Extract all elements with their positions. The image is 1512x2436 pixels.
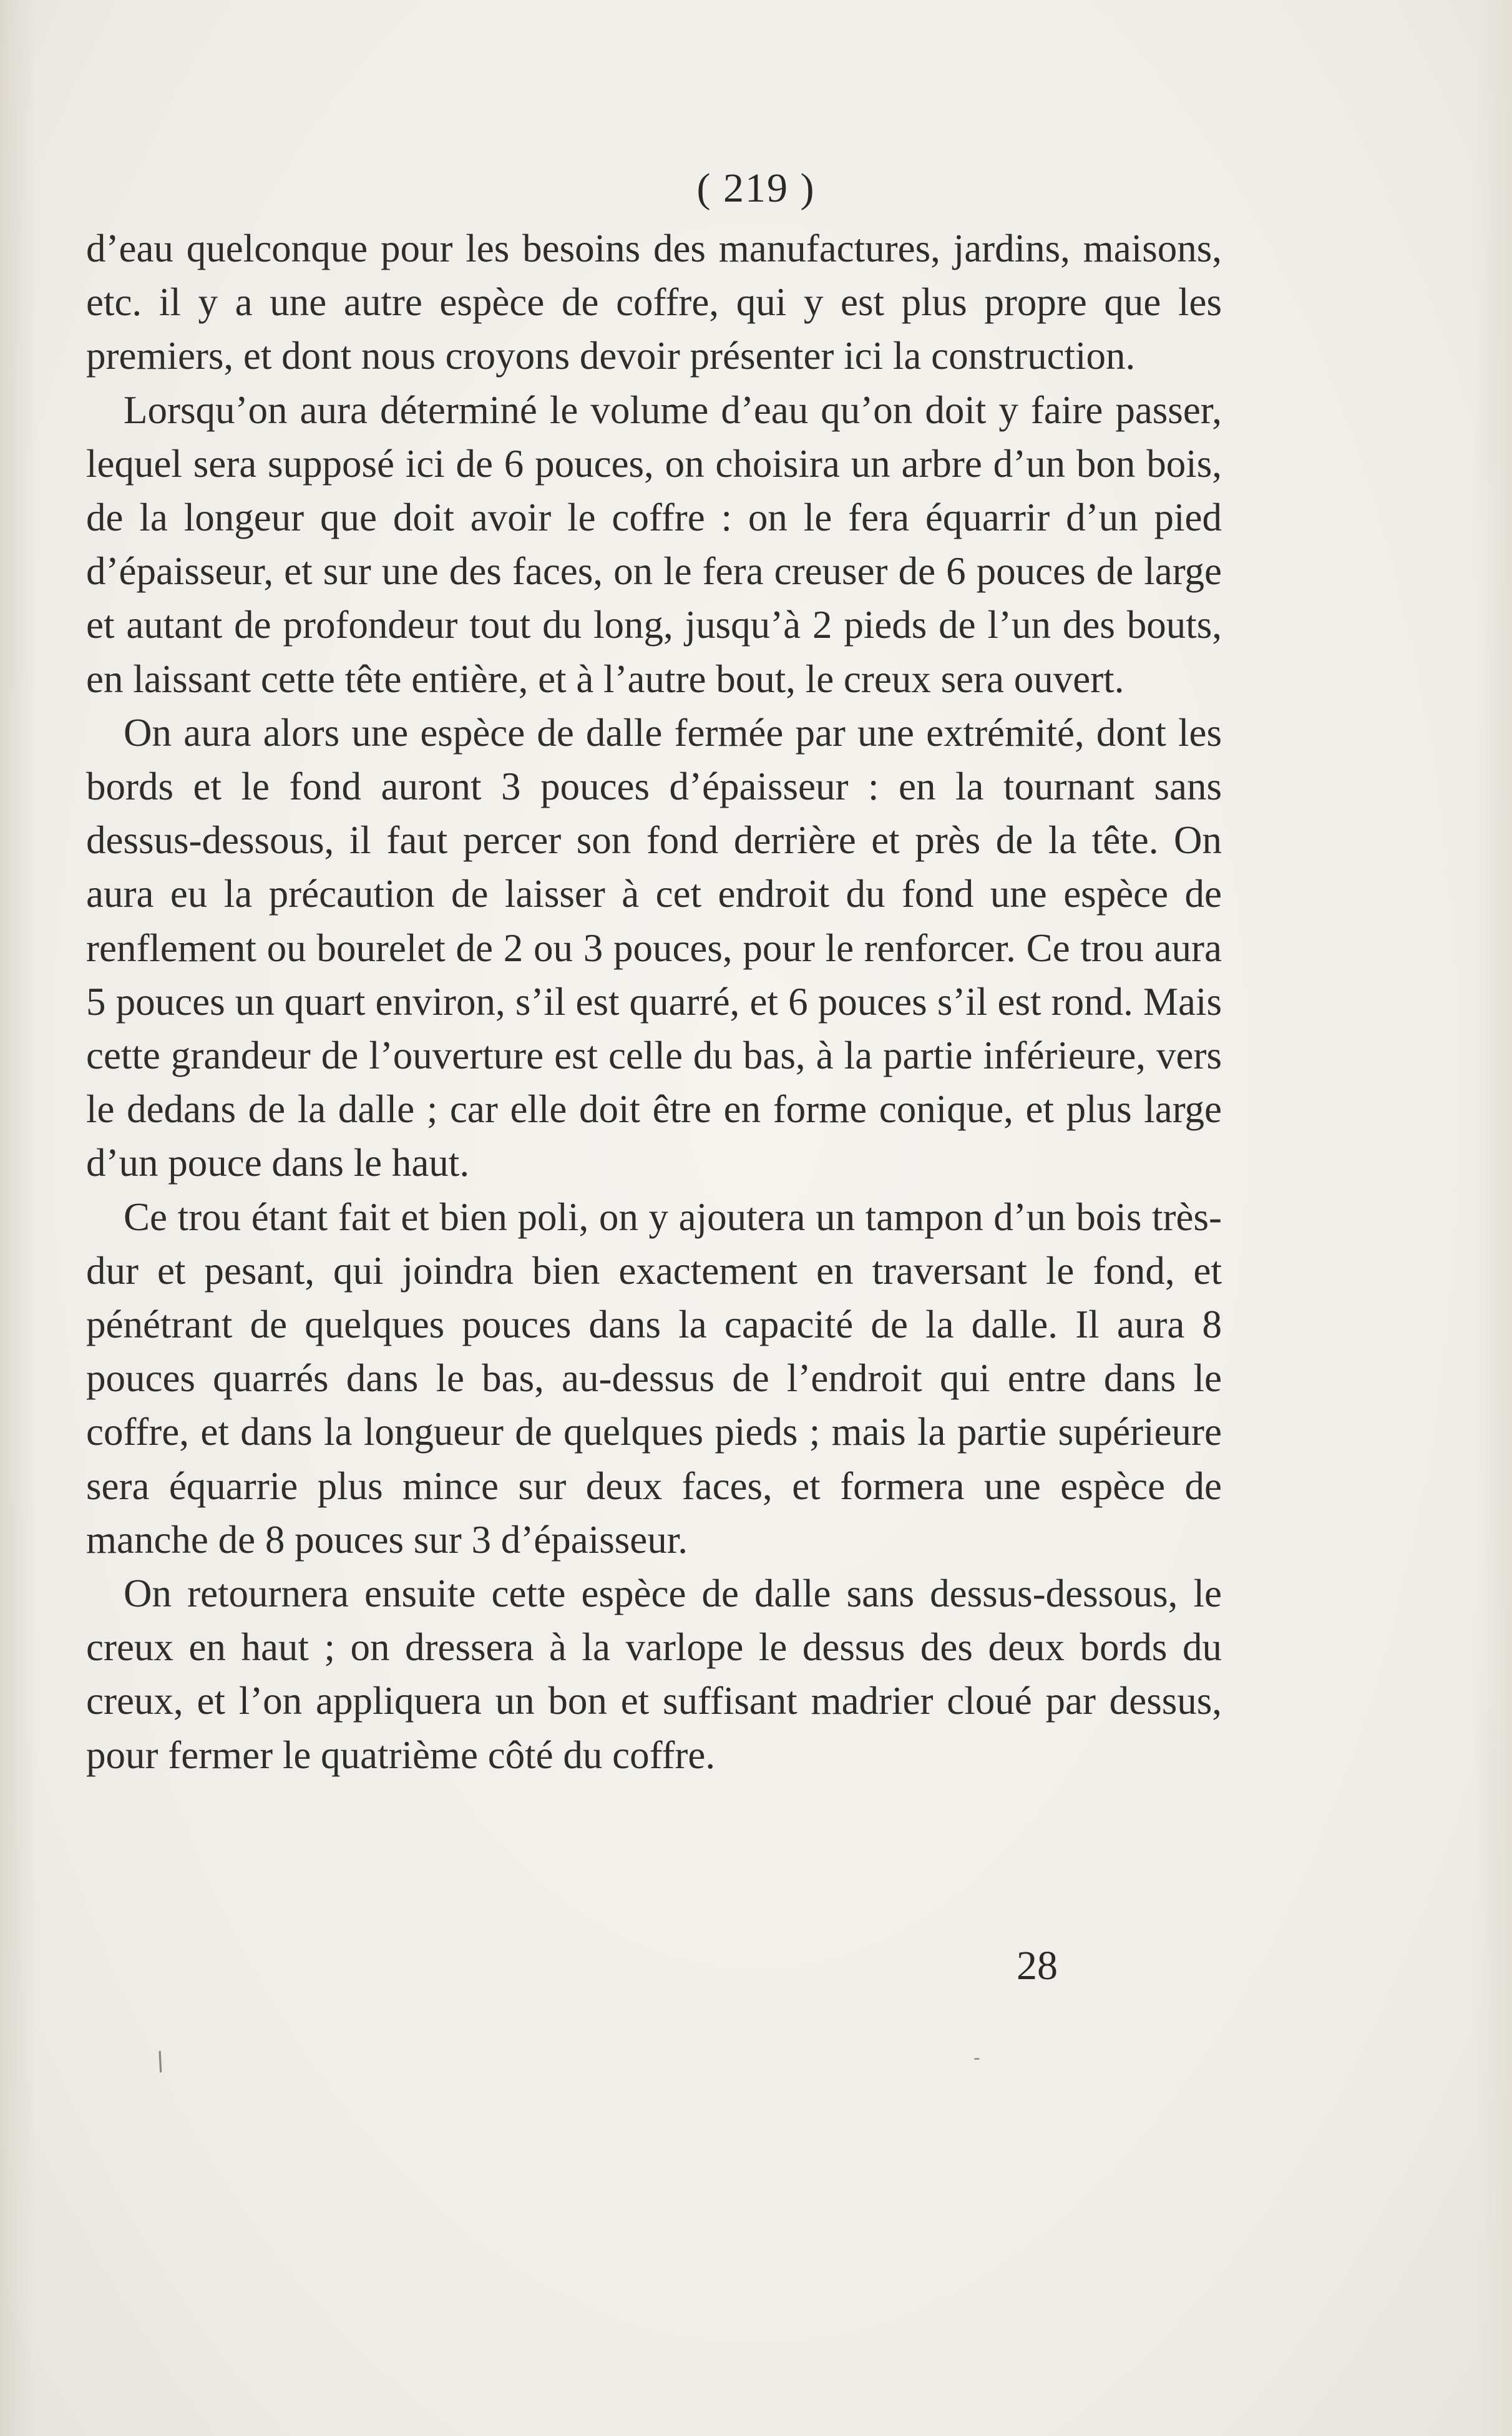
signature-mark: 28	[1017, 1943, 1058, 1988]
page-right-shadow	[1475, 0, 1512, 2436]
paragraph-continuation: d’eau quelconque pour les besoins des manufactures, jardins, maisons, etc. il y a une autre espèce de coffre, qui y est plus propre que les premiers, et dont nous croyons devoir présenter ici la construction.	[86, 227, 1222, 378]
body-text	[86, 222, 1222, 1782]
page-number-header: ( 219 )	[696, 165, 816, 211]
paragraph-lorsqu-on: Lorsqu’on aura déterminé le volume d’eau qu’on doit y faire passer, lequel sera supposé ici de 6 pouces, on choisira un arbre d’un bon bois, de la longeur que doit avoir le coffre : on le fera équarrir d’un pied d’épaisseur, et sur une des faces, on le fera creuser de 6 pouces de large et autant de profondeur tout du long, jusqu’à 2 pieds de l’un des bouts, en laissant cette tête entière, et à l’autre bout, le creux sera ouvert.	[86, 388, 1222, 701]
page-left-shadow	[0, 0, 37, 2436]
stray-dash-icon: -	[973, 2047, 980, 2069]
stray-mark-icon: /	[151, 2047, 169, 2076]
paragraph-on-retournera: On retournera ensuite cette espèce de dalle sans dessus-dessous, le creux en haut ; on dressera à la varlope le dessus des deux bords du creux, et l’on appliquera un bon et suffisant madrier cloué par dessus, pour fermer le quatrième côté du coffre.	[86, 1572, 1222, 1777]
paragraph-on-aura: On aura alors une espèce de dalle fermée par une extrémité, dont les bords et le fond auront 3 pouces d’épaisseur : en la tournant sans dessus-dessous, il faut percer son fond derrière et près de la tête. On aura eu la précaution de laisser à cet endroit du fond une espèce de renflement ou bourelet de 2 ou 3 pouces, pour le renforcer. Ce trou aura 5 pouces un quart environ, s’il est quarré, et 6 pouces s’il est rond. Mais cette grandeur de l’ouverture est celle du bas, à la partie inférieure, vers le dedans de la dalle ; car elle doit être en forme conique, et plus large d’un pouce dans le haut.	[86, 710, 1222, 1185]
paragraph-ce-trou: Ce trou étant fait et bien poli, on y ajoutera un tampon d’un bois très-dur et pesant, qui joindra bien exactement en traversant le fond, et pénétrant de quelques pouces dans la capacité de la dalle. Il aura 8 pouces quarrés dans le bas, au-dessus de l’endroit qui entre dans le coffre, et dans la longueur de quelques pieds ; mais la partie supérieure sera équarrie plus mince sur deux faces, et formera une espèce de manche de 8 pouces sur 3 d’épaisseur.	[86, 1195, 1222, 1562]
